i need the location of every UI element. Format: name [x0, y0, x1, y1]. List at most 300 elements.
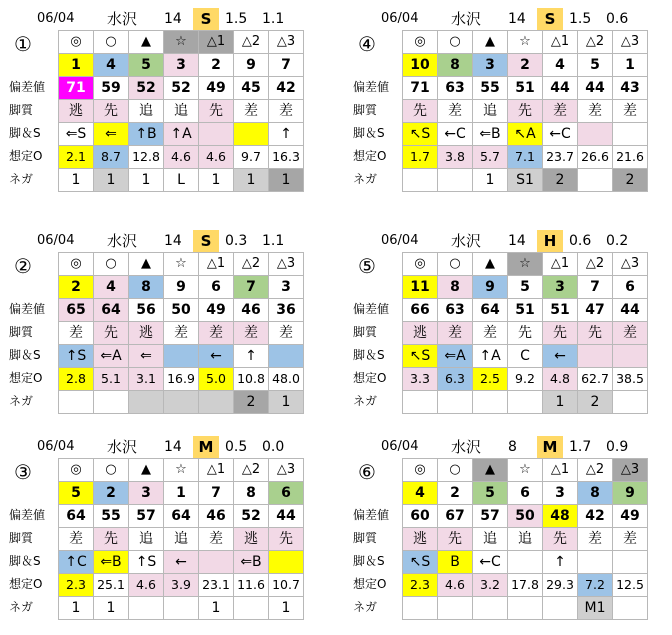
- course-name: 水沢: [451, 232, 482, 250]
- symbol-cell: ◎: [59, 31, 94, 54]
- expected-odds-cell: 4.6: [438, 574, 473, 597]
- horse-number-cell: 9: [234, 54, 269, 77]
- nega-cell: [94, 391, 129, 414]
- panel-header: [356, 230, 661, 252]
- numbers-row: [403, 482, 648, 505]
- nega-cell: 2: [543, 169, 578, 192]
- row-label: 偏差値: [353, 80, 390, 94]
- symbol-cell: △3: [269, 459, 304, 482]
- running-style-cell: 先: [94, 322, 129, 345]
- style-row: [59, 100, 304, 123]
- running-style-cell: 差: [438, 322, 473, 345]
- horse-number-cell: 8: [438, 276, 473, 299]
- panel-number: ④: [358, 32, 376, 56]
- nega-cell: [403, 597, 438, 620]
- symbol-cell: △3: [613, 31, 648, 54]
- running-style-cell: 追: [473, 100, 508, 123]
- horse-number-cell: 5: [59, 482, 94, 505]
- symbol-cell: △1: [199, 459, 234, 482]
- symbol-cell: △3: [613, 253, 648, 276]
- symbols-row: [59, 459, 304, 482]
- deviation-cell: 44: [543, 77, 578, 100]
- nega-cell: L: [164, 169, 199, 192]
- running-style-cell: 差: [199, 528, 234, 551]
- horse-number-cell: 2: [59, 276, 94, 299]
- deviation-cell: 42: [578, 505, 613, 528]
- deviation-cell: 63: [438, 77, 473, 100]
- symbol-cell: ◎: [59, 459, 94, 482]
- nega-cell: [59, 391, 94, 414]
- row-label: 脚質: [9, 531, 34, 545]
- horse-number-cell: 9: [164, 276, 199, 299]
- row-label: 想定O: [353, 577, 387, 591]
- running-style-cell: 先: [94, 528, 129, 551]
- numbers-row: [59, 482, 304, 505]
- nega-cell: [473, 391, 508, 414]
- expected-odds-cell: 23.7: [543, 146, 578, 169]
- race-panel: [9, 230, 317, 410]
- panel-number: ⑤: [358, 254, 376, 278]
- running-style-cell: 先: [543, 322, 578, 345]
- symbol-cell: ☆: [164, 253, 199, 276]
- row-label: 脚質: [353, 325, 378, 339]
- deviation-cell: 49: [199, 77, 234, 100]
- expected-odds-cell: 62.7: [578, 368, 613, 391]
- horse-number-cell: 8: [438, 54, 473, 77]
- running-style-cell: 差: [269, 322, 304, 345]
- deviation-row: [403, 505, 648, 528]
- leg-speed-cell: [269, 551, 304, 574]
- nega-cell: [543, 597, 578, 620]
- leg-speed-cell: ←: [199, 345, 234, 368]
- expected-odds-cell: 16.3: [269, 146, 304, 169]
- running-style-cell: 先: [508, 100, 543, 123]
- row-labels: [9, 504, 51, 619]
- expected-odds-cell: 4.6: [129, 574, 164, 597]
- nega-row: [59, 391, 304, 414]
- horse-number-cell: 7: [234, 276, 269, 299]
- course-name: 水沢: [107, 10, 138, 28]
- leg-speed-cell: [613, 123, 648, 146]
- nega-cell: S1: [508, 169, 543, 192]
- nega-row: [403, 169, 648, 192]
- deviation-row: [403, 77, 648, 100]
- row-label: 偏差値: [9, 508, 46, 522]
- nega-cell: [508, 597, 543, 620]
- prediction-table: [58, 252, 304, 414]
- expected-odds-cell: 1.7: [403, 146, 438, 169]
- row-label: 脚質: [353, 531, 378, 545]
- running-style-cell: 差: [613, 100, 648, 123]
- nega-cell: 1: [234, 169, 269, 192]
- running-style-cell: 追: [473, 528, 508, 551]
- leg_s-row: [59, 123, 304, 146]
- nega-cell: 1: [59, 169, 94, 192]
- row-label: ネガ: [9, 394, 34, 408]
- style-row: [59, 322, 304, 345]
- numbers-row: [59, 54, 304, 77]
- expected-odds-cell: 8.7: [94, 146, 129, 169]
- horse-number-cell: 6: [508, 482, 543, 505]
- symbol-cell: △1: [199, 253, 234, 276]
- prediction-table: [402, 30, 648, 192]
- deviation-cell: 67: [438, 505, 473, 528]
- runner-count: 14: [164, 439, 182, 455]
- panel-number: ⑥: [358, 460, 376, 484]
- nega-cell: [234, 597, 269, 620]
- horse-number-cell: 3: [269, 276, 304, 299]
- nega-cell: 1: [94, 597, 129, 620]
- race-date: 06/04: [37, 11, 75, 26]
- row-labels: [353, 298, 395, 413]
- leg-speed-cell: ⇐B: [234, 551, 269, 574]
- symbol-cell: △1: [543, 459, 578, 482]
- symbol-cell: ▲: [129, 459, 164, 482]
- leg-speed-cell: ←C: [438, 123, 473, 146]
- symbol-cell: ○: [94, 31, 129, 54]
- expected-odds-cell: 23.1: [199, 574, 234, 597]
- running-style-cell: 追: [508, 528, 543, 551]
- leg-speed-cell: B: [438, 551, 473, 574]
- leg-speed-cell: ←C: [543, 123, 578, 146]
- deviation-cell: 48: [543, 505, 578, 528]
- row-label: 想定O: [9, 149, 43, 163]
- index-value-2: 0.9: [606, 439, 629, 455]
- nega-cell: [613, 391, 648, 414]
- nega-row: [59, 169, 304, 192]
- expected-odds-cell: 5.0: [199, 368, 234, 391]
- nega-cell: [403, 391, 438, 414]
- row-label: 偏差値: [9, 302, 46, 316]
- horse-number-cell: 3: [164, 54, 199, 77]
- expected-odds-cell: 2.8: [59, 368, 94, 391]
- row-label: 偏差値: [353, 302, 390, 316]
- expected-odds-cell: 10.8: [234, 368, 269, 391]
- index-value-1: 1.7: [569, 439, 592, 455]
- running-style-cell: 差: [578, 100, 613, 123]
- deviation-row: [403, 299, 648, 322]
- panel-number: ③: [14, 460, 32, 484]
- expected-odds-cell: 3.1: [129, 368, 164, 391]
- deviation-cell: 64: [473, 299, 508, 322]
- leg-speed-cell: ↖S: [403, 551, 438, 574]
- index-value-2: 0.6: [606, 11, 629, 27]
- expected-row: [59, 146, 304, 169]
- symbol-cell: △3: [269, 31, 304, 54]
- race-date: 06/04: [381, 233, 419, 248]
- leg_s-row: [403, 345, 648, 368]
- leg-speed-cell: ↑S: [59, 345, 94, 368]
- expected-row: [403, 146, 648, 169]
- nega-cell: [403, 169, 438, 192]
- expected-odds-cell: 5.1: [94, 368, 129, 391]
- leg-speed-cell: [199, 551, 234, 574]
- expected-odds-cell: 29.3: [543, 574, 578, 597]
- leg_s-row: [59, 345, 304, 368]
- horse-number-cell: 6: [269, 482, 304, 505]
- leg-speed-cell: ↑C: [59, 551, 94, 574]
- prediction-table: [402, 458, 648, 620]
- leg_s-row: [403, 551, 648, 574]
- horse-number-cell: 5: [508, 276, 543, 299]
- numbers-row: [403, 54, 648, 77]
- expected-odds-cell: 2.1: [59, 146, 94, 169]
- expected-odds-cell: 3.9: [164, 574, 199, 597]
- nega-cell: [438, 391, 473, 414]
- row-label: 想定O: [353, 149, 387, 163]
- deviation-cell: 57: [129, 505, 164, 528]
- symbol-cell: ○: [438, 31, 473, 54]
- expected-row: [59, 574, 304, 597]
- nega-cell: [129, 597, 164, 620]
- horse-number-cell: 2: [438, 482, 473, 505]
- course-name: 水沢: [451, 438, 482, 456]
- grade-badge: M: [537, 436, 563, 458]
- row-label: ネガ: [353, 394, 378, 408]
- running-style-cell: 追: [164, 528, 199, 551]
- running-style-cell: 逃: [234, 528, 269, 551]
- symbol-cell: △1: [199, 31, 234, 54]
- horse-number-cell: 4: [543, 54, 578, 77]
- nega-cell: 2: [613, 169, 648, 192]
- running-style-cell: 差: [234, 322, 269, 345]
- symbol-cell: △2: [578, 31, 613, 54]
- index-value-1: 0.6: [569, 233, 592, 249]
- deviation-cell: 51: [543, 299, 578, 322]
- grade-badge: M: [193, 436, 219, 458]
- running-style-cell: 差: [578, 528, 613, 551]
- deviation-cell: 42: [269, 77, 304, 100]
- nega-cell: 2: [234, 391, 269, 414]
- horse-number-cell: 3: [543, 482, 578, 505]
- expected-odds-cell: 3.3: [403, 368, 438, 391]
- symbol-cell: ▲: [129, 253, 164, 276]
- running-style-cell: 差: [164, 322, 199, 345]
- deviation-cell: 44: [578, 77, 613, 100]
- numbers-row: [59, 276, 304, 299]
- row-label: 脚＆S: [9, 348, 41, 362]
- prediction-table: [58, 458, 304, 620]
- expected-odds-cell: 17.8: [508, 574, 543, 597]
- deviation-cell: 60: [403, 505, 438, 528]
- leg-speed-cell: [234, 123, 269, 146]
- leg-speed-cell: [199, 123, 234, 146]
- row-label: 脚＆S: [353, 554, 385, 568]
- index-value-1: 0.5: [225, 439, 248, 455]
- deviation-row: [59, 505, 304, 528]
- nega-cell: [199, 391, 234, 414]
- running-style-cell: 逃: [129, 322, 164, 345]
- symbol-cell: △3: [613, 459, 648, 482]
- deviation-cell: 50: [508, 505, 543, 528]
- leg-speed-cell: ↑A: [164, 123, 199, 146]
- deviation-cell: 44: [613, 299, 648, 322]
- runner-count: 14: [164, 11, 182, 27]
- symbol-cell: △2: [234, 459, 269, 482]
- symbol-cell: ◎: [59, 253, 94, 276]
- symbols-row: [59, 253, 304, 276]
- deviation-cell: 63: [438, 299, 473, 322]
- symbols-row: [403, 459, 648, 482]
- index-value-2: 1.1: [262, 11, 285, 27]
- row-label: 脚＆S: [9, 126, 41, 140]
- symbol-cell: ☆: [164, 459, 199, 482]
- symbol-cell: ☆: [508, 31, 543, 54]
- running-style-cell: 逃: [403, 528, 438, 551]
- deviation-cell: 66: [403, 299, 438, 322]
- symbol-cell: △2: [234, 253, 269, 276]
- nega-cell: 1: [269, 597, 304, 620]
- expected-odds-cell: 48.0: [269, 368, 304, 391]
- leg-speed-cell: ↑A: [473, 345, 508, 368]
- symbol-cell: ◎: [403, 31, 438, 54]
- expected-odds-cell: 25.1: [94, 574, 129, 597]
- leg-speed-cell: [578, 345, 613, 368]
- symbol-cell: △2: [578, 253, 613, 276]
- symbol-cell: ▲: [473, 459, 508, 482]
- deviation-cell: 64: [59, 505, 94, 528]
- running-style-cell: 先: [543, 528, 578, 551]
- leg-speed-cell: ←: [164, 551, 199, 574]
- race-panel: [353, 436, 661, 616]
- nega-cell: [129, 391, 164, 414]
- horse-number-cell: 3: [473, 54, 508, 77]
- expected-odds-cell: 16.9: [164, 368, 199, 391]
- leg-speed-cell: ↑: [234, 345, 269, 368]
- horse-number-cell: 1: [164, 482, 199, 505]
- grade-badge: S: [537, 8, 563, 30]
- horse-number-cell: 8: [129, 276, 164, 299]
- symbol-cell: ○: [94, 253, 129, 276]
- row-label: 想定O: [353, 371, 387, 385]
- deviation-cell: 55: [473, 77, 508, 100]
- leg-speed-cell: [578, 123, 613, 146]
- horse-number-cell: 3: [543, 276, 578, 299]
- leg-speed-cell: ⇐S: [59, 123, 94, 146]
- symbol-cell: △2: [578, 459, 613, 482]
- runner-count: 8: [508, 439, 517, 455]
- symbols-row: [403, 31, 648, 54]
- leg-speed-cell: [613, 345, 648, 368]
- row-labels: [353, 504, 395, 619]
- symbol-cell: ◎: [403, 253, 438, 276]
- running-style-cell: 差: [613, 528, 648, 551]
- row-labels: [9, 298, 51, 413]
- horse-number-cell: 7: [199, 482, 234, 505]
- nega-row: [403, 391, 648, 414]
- expected-odds-cell: 6.3: [438, 368, 473, 391]
- running-style-cell: 追: [164, 100, 199, 123]
- expected-odds-cell: 4.6: [164, 146, 199, 169]
- index-value-2: 0.2: [606, 233, 629, 249]
- race-date: 06/04: [37, 233, 75, 248]
- leg-speed-cell: ↖S: [403, 345, 438, 368]
- expected-odds-cell: 3.8: [438, 146, 473, 169]
- race-panel: [9, 436, 317, 616]
- symbol-cell: ○: [438, 459, 473, 482]
- race-panel: [353, 8, 661, 188]
- leg-speed-cell: C: [508, 345, 543, 368]
- horse-number-cell: 7: [269, 54, 304, 77]
- symbols-row: [59, 31, 304, 54]
- expected-odds-cell: 4.6: [199, 146, 234, 169]
- row-label: ネガ: [353, 172, 378, 186]
- nega-cell: [438, 169, 473, 192]
- expected-odds-cell: 10.7: [269, 574, 304, 597]
- nega-cell: 1: [543, 391, 578, 414]
- horse-number-cell: 4: [403, 482, 438, 505]
- leg-speed-cell: ↖A: [508, 123, 543, 146]
- running-style-cell: 追: [129, 528, 164, 551]
- index-value-1: 0.3: [225, 233, 248, 249]
- nega-cell: 1: [269, 391, 304, 414]
- leg-speed-cell: ↑: [269, 123, 304, 146]
- deviation-cell: 50: [164, 299, 199, 322]
- deviation-cell: 71: [59, 77, 94, 100]
- horse-number-cell: 8: [578, 482, 613, 505]
- expected-odds-cell: 2.3: [59, 574, 94, 597]
- deviation-row: [59, 77, 304, 100]
- index-value-1: 1.5: [225, 11, 248, 27]
- horse-number-cell: 6: [199, 276, 234, 299]
- nega-row: [403, 597, 648, 620]
- deviation-cell: 64: [164, 505, 199, 528]
- nega-cell: [438, 597, 473, 620]
- horse-number-cell: 6: [613, 276, 648, 299]
- row-label: ネガ: [9, 172, 34, 186]
- symbol-cell: ☆: [508, 253, 543, 276]
- style-row: [403, 100, 648, 123]
- index-value-2: 0.0: [262, 439, 285, 455]
- nega-cell: 1: [94, 169, 129, 192]
- expected-odds-cell: 9.2: [508, 368, 543, 391]
- prediction-table: [402, 252, 648, 414]
- horse-number-cell: 8: [234, 482, 269, 505]
- leg-speed-cell: ↑S: [129, 551, 164, 574]
- expected-odds-cell: 3.2: [473, 574, 508, 597]
- deviation-cell: 36: [269, 299, 304, 322]
- deviation-cell: 64: [94, 299, 129, 322]
- expected-odds-cell: 9.7: [234, 146, 269, 169]
- deviation-cell: 52: [164, 77, 199, 100]
- row-label: 偏差値: [9, 80, 46, 94]
- symbol-cell: ☆: [508, 459, 543, 482]
- row-label: ネガ: [9, 600, 34, 614]
- nega-cell: 2: [578, 391, 613, 414]
- running-style-cell: 先: [269, 528, 304, 551]
- symbols-row: [403, 253, 648, 276]
- race-panel: [9, 8, 317, 188]
- horse-number-cell: 2: [508, 54, 543, 77]
- deviation-cell: 52: [129, 77, 164, 100]
- running-style-cell: 差: [59, 528, 94, 551]
- running-style-cell: 差: [199, 322, 234, 345]
- row-label: 偏差値: [353, 508, 390, 522]
- numbers-row: [403, 276, 648, 299]
- expected-row: [403, 574, 648, 597]
- grade-badge: S: [193, 8, 219, 30]
- horse-number-cell: 3: [129, 482, 164, 505]
- deviation-cell: 59: [94, 77, 129, 100]
- expected-odds-cell: 2.3: [403, 574, 438, 597]
- nega-cell: 1: [129, 169, 164, 192]
- leg_s-row: [403, 123, 648, 146]
- expected-odds-cell: 12.8: [129, 146, 164, 169]
- nega-cell: M1: [578, 597, 613, 620]
- panel-header: [356, 8, 661, 30]
- nega-cell: [508, 391, 543, 414]
- grade-badge: H: [537, 230, 563, 252]
